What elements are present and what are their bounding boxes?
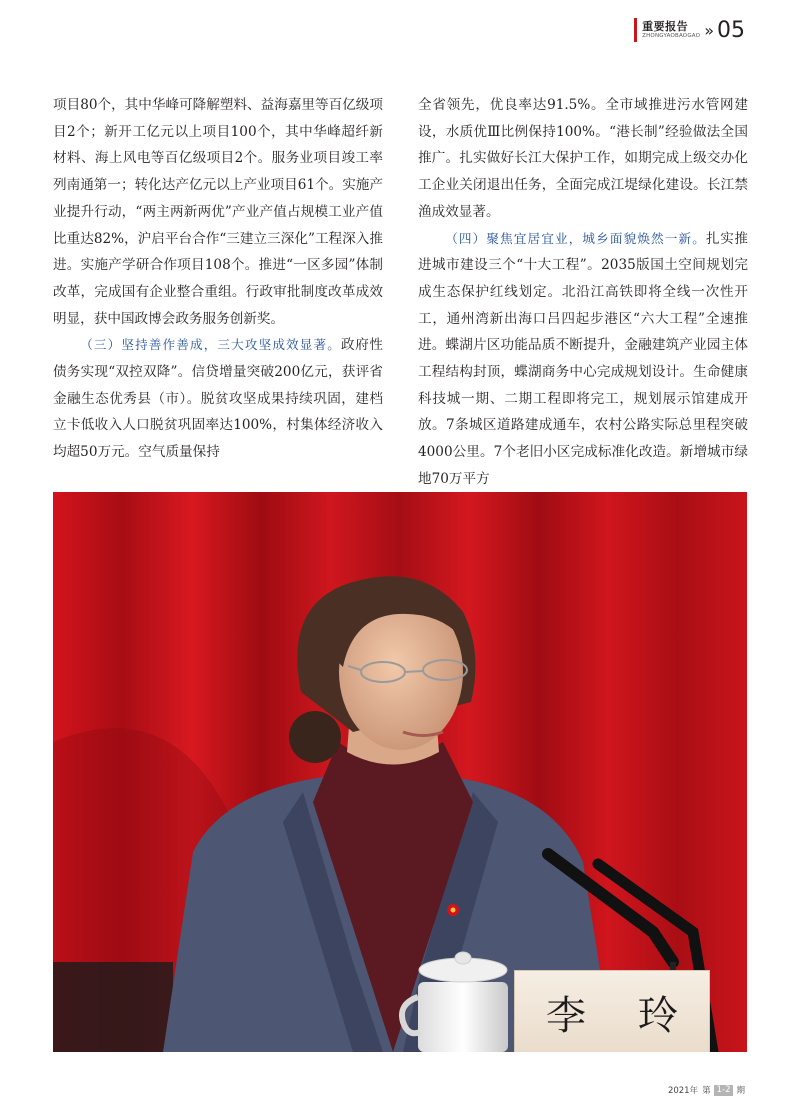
- nameplate: [514, 970, 730, 1052]
- paragraph: [418, 226, 748, 493]
- footer-di: 第: [702, 1086, 711, 1096]
- paragraph: 项目80个，其中华峰可降解塑料、益海嘉里等百亿级项目2个；新开工亿元以上项目100个，其中华峰超纤新材料、海上风电等百亿级项目2个。服务业项目竣工率列南通第一；转化达产亿元以上产业项目61个。实施产业提升行动，“两主两新两优”产业产值占规模工业产值比重达82%，沪启平台合作“三建立三深化”工程深入推进。实施产学研合作项目108个。推进“一区多园”体制改革，完成国有企业整合重组。行政审批制度改革成效明显，获中国政博会政务服务创新奖。: [53, 97, 383, 327]
- header-section: [642, 21, 700, 40]
- paragraph-body: 扎实推进城市建设三个“十大工程”。2035版国土空间规划完成生态保护红线划定。北沿江高铁即将全线一次性开工，通州湾新出海口吕四起步港区“六大工程”全速推进。蝶湖片区功能品质不断提升，金融建筑产业园主体工程结构封顶，蝶湖商务中心完成规划设计。生命健康科技城一期、二期工程即将完工，规划展示馆建成开放。7条城区道路建成通车，农村公路实际总里程突破4000公里。7个老旧小区完成标准化改造。新增城市绿地70万平方: [418, 230, 749, 487]
- section-heading: （三）坚持善作善成，三大攻坚成效显著。: [80, 337, 341, 353]
- right-text-column: [418, 92, 748, 493]
- page-number: 05: [717, 17, 745, 43]
- footer-year: 2021年: [667, 1086, 699, 1096]
- double-chevron-icon: »: [704, 20, 714, 40]
- page-header: [634, 18, 745, 42]
- speaker-photo: [53, 492, 747, 1052]
- footer-issue: 1-2: [714, 1085, 734, 1096]
- paragraph-body: 政府性债务实现“双控双降”。信贷增量突破200亿元，获评省金融生态优秀县（市）。脱贫攻坚成果持续巩固，建档立卡低收入人口脱贫巩固率达100%，村集体经济收入均超50万元。空气质量保持: [53, 337, 384, 461]
- footer-qi: 期: [736, 1086, 745, 1096]
- speaker-name: 李玲: [546, 992, 730, 1039]
- section-heading: （四）聚焦宜居宜业，城乡面貌焕然一新。: [445, 230, 706, 246]
- header-accent-bar: [634, 18, 637, 42]
- page-footer: [668, 1084, 745, 1096]
- section-title: 重要报告: [642, 19, 689, 33]
- paragraph: [53, 332, 383, 466]
- left-text-column: [53, 92, 383, 466]
- photo-illustration: [53, 492, 747, 1052]
- section-pinyin: ZHONGYAOBAOGAO: [642, 32, 701, 39]
- paragraph: 全省领先，优良率达91.5%。全市域推进污水管网建设，水质优Ⅲ比例保持100%。“港长制”经验做法全国推广。扎实做好长江大保护工作，如期完成上级交办化工企业关闭退出任务，全面完成江堤绿化建设。长江禁渔成效显著。: [418, 97, 748, 220]
